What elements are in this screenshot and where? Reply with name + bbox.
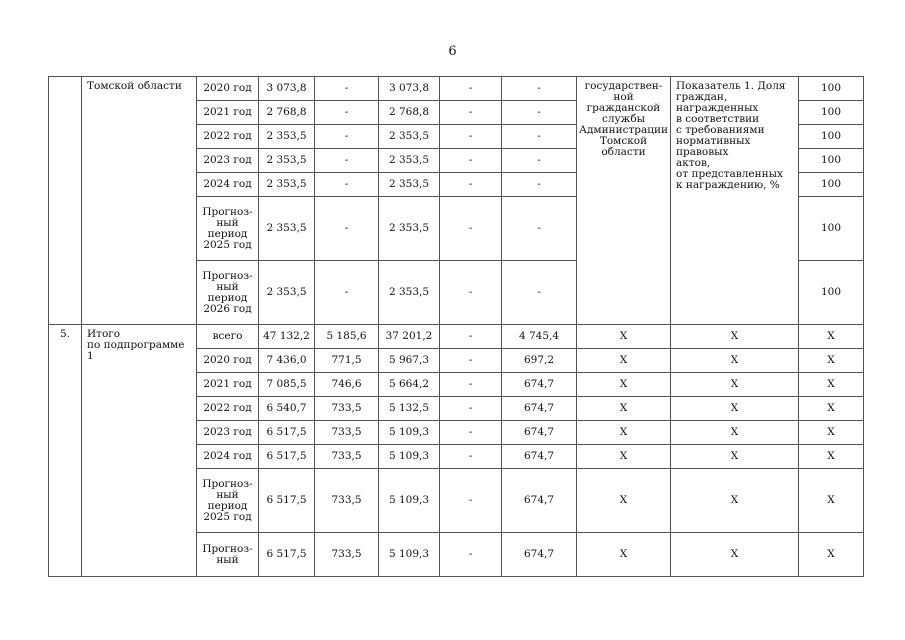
regional-cell: 2 353,5 (379, 149, 440, 173)
federal-cell: - (315, 101, 379, 125)
indicator-line: с требованиями (676, 124, 765, 136)
executor-line: службы (601, 113, 646, 125)
total-cell: 2 353,5 (259, 173, 315, 197)
federal-cell: 733,5 (315, 397, 379, 421)
extrabudget-cell: - (502, 101, 577, 125)
extrabudget-cell: 674,7 (502, 373, 577, 397)
regional-cell: 37 201,2 (379, 325, 440, 349)
regional-cell: 5 132,5 (379, 397, 440, 421)
federal-cell: 733,5 (315, 533, 379, 577)
local-cell: - (440, 173, 502, 197)
row-number-cell (49, 325, 82, 577)
measure-name-cell (82, 77, 197, 325)
total-cell: 6 517,5 (259, 469, 315, 533)
federal-cell: - (315, 125, 379, 149)
local-cell: - (440, 445, 502, 469)
year-line: 2025 год (203, 510, 252, 523)
indicator-value-cell: X (799, 533, 864, 577)
regional-cell: 5 967,3 (379, 349, 440, 373)
executor-line: Томской (599, 135, 648, 147)
indicator-value-cell: X (799, 445, 864, 469)
federal-cell: 5 185,6 (315, 325, 379, 349)
executor-cell: X (577, 397, 671, 421)
regional-cell: 5 109,3 (379, 421, 440, 445)
indicator-line: Показатель 1. Доля (676, 80, 786, 92)
extrabudget-cell: - (502, 261, 577, 325)
regional-cell: 5 109,3 (379, 445, 440, 469)
year-cell: 2020 год (197, 349, 259, 373)
page-number: 6 (448, 44, 457, 59)
regional-cell: 5 664,2 (379, 373, 440, 397)
indicator-cell: X (671, 325, 799, 349)
year-line: ный (216, 216, 239, 229)
local-cell: - (440, 373, 502, 397)
total-cell: 2 353,5 (259, 197, 315, 261)
federal-cell: - (315, 173, 379, 197)
extrabudget-cell: 674,7 (502, 445, 577, 469)
local-cell: - (440, 325, 502, 349)
year-line: 2026 год (203, 302, 252, 315)
regional-cell: 2 353,5 (379, 173, 440, 197)
extrabudget-cell: 674,7 (502, 533, 577, 577)
extrabudget-cell: - (502, 173, 577, 197)
year-cell: 2024 год (197, 173, 259, 197)
indicator-line: к награждению, % (676, 179, 780, 191)
indicator-value-cell: X (799, 397, 864, 421)
executor-cell: X (577, 349, 671, 373)
executor-line: области (601, 146, 646, 158)
local-cell: - (440, 397, 502, 421)
indicator-value-cell: 100 (799, 149, 864, 173)
total-cell: 2 353,5 (259, 125, 315, 149)
year-cell (197, 261, 259, 325)
total-cell: 47 132,2 (259, 325, 315, 349)
executor-cell: X (577, 325, 671, 349)
year-cell: 2022 год (197, 397, 259, 421)
year-line: 2025 год (203, 238, 252, 251)
local-cell: - (440, 349, 502, 373)
indicator-cell: X (671, 533, 799, 577)
regional-cell: 2 353,5 (379, 125, 440, 149)
federal-cell: 746,6 (315, 373, 379, 397)
total-cell: 7 436,0 (259, 349, 315, 373)
subprogram-total-cell (82, 325, 197, 577)
local-cell: - (440, 469, 502, 533)
local-cell: - (440, 125, 502, 149)
year-cell (197, 533, 259, 577)
indicator-value-cell: X (799, 373, 864, 397)
year-line: ный (216, 488, 239, 501)
subprogram-total-line: по подпрограмме 1 (87, 339, 185, 362)
year-cell: 2020 год (197, 77, 259, 101)
year-cell (197, 469, 259, 533)
executor-cell: X (577, 421, 671, 445)
year-cell: 2021 год (197, 373, 259, 397)
year-line: Прогноз- (202, 542, 253, 555)
regional-cell: 2 353,5 (379, 261, 440, 325)
regional-cell: 5 109,3 (379, 469, 440, 533)
year-cell: всего (197, 325, 259, 349)
executor-cell: X (577, 533, 671, 577)
total-cell: 2 768,8 (259, 101, 315, 125)
extrabudget-cell: - (502, 149, 577, 173)
executor-line: гражданской (586, 102, 661, 114)
indicator-value-cell: X (799, 421, 864, 445)
regional-cell: 2 768,8 (379, 101, 440, 125)
budget-table (48, 76, 864, 577)
executor-cell: X (577, 445, 671, 469)
total-cell: 2 353,5 (259, 149, 315, 173)
federal-cell: - (315, 77, 379, 101)
extrabudget-cell: 674,7 (502, 469, 577, 533)
indicator-value-cell: X (799, 469, 864, 533)
indicator-line: актов, (676, 157, 711, 169)
year-cell: 2023 год (197, 421, 259, 445)
year-line: Прогноз- (202, 205, 253, 218)
executor-cell: X (577, 373, 671, 397)
executor-line: ной (613, 91, 634, 103)
year-line: Прогноз- (202, 269, 253, 282)
year-line: ный (216, 553, 239, 566)
executor-cell: X (577, 469, 671, 533)
extrabudget-cell: 4 745,4 (502, 325, 577, 349)
local-cell: - (440, 149, 502, 173)
indicator-line: от представленных (676, 168, 783, 180)
regional-cell: 3 073,8 (379, 77, 440, 101)
extrabudget-cell: 674,7 (502, 397, 577, 421)
local-cell: - (440, 197, 502, 261)
federal-cell: - (315, 197, 379, 261)
indicator-value-cell: 100 (799, 261, 864, 325)
extrabudget-cell: - (502, 125, 577, 149)
year-cell: 2021 год (197, 101, 259, 125)
total-cell: 6 517,5 (259, 533, 315, 577)
local-cell: - (440, 77, 502, 101)
federal-cell: 733,5 (315, 421, 379, 445)
indicator-value-cell: X (799, 349, 864, 373)
indicator-cell: X (671, 469, 799, 533)
extrabudget-cell: - (502, 77, 577, 101)
indicator-value-cell: X (799, 325, 864, 349)
row-number-cell (49, 77, 82, 325)
indicator-cell (671, 77, 799, 325)
indicator-value-cell: 100 (799, 101, 864, 125)
year-line: период (207, 499, 248, 512)
local-cell: - (440, 261, 502, 325)
year-line: период (207, 227, 248, 240)
indicator-cell: X (671, 397, 799, 421)
indicator-value-cell: 100 (799, 173, 864, 197)
extrabudget-cell: - (502, 197, 577, 261)
total-cell: 6 517,5 (259, 421, 315, 445)
regional-cell: 2 353,5 (379, 197, 440, 261)
indicator-line: в соответствии (676, 113, 760, 125)
indicator-value-cell: 100 (799, 197, 864, 261)
executor-cell (577, 77, 671, 325)
federal-cell: 733,5 (315, 469, 379, 533)
total-cell: 7 085,5 (259, 373, 315, 397)
total-cell: 6 517,5 (259, 445, 315, 469)
indicator-cell: X (671, 445, 799, 469)
federal-cell: 771,5 (315, 349, 379, 373)
year-cell: 2023 год (197, 149, 259, 173)
year-cell: 2024 год (197, 445, 259, 469)
row-number: 5. (59, 328, 71, 340)
indicator-value-cell: 100 (799, 77, 864, 101)
year-cell: 2022 год (197, 125, 259, 149)
total-cell: 6 540,7 (259, 397, 315, 421)
local-cell: - (440, 533, 502, 577)
indicator-line: награжденных (676, 102, 759, 114)
indicator-value-cell: 100 (799, 125, 864, 149)
year-cell (197, 197, 259, 261)
federal-cell: 733,5 (315, 445, 379, 469)
indicator-cell: X (671, 349, 799, 373)
year-line: период (207, 291, 248, 304)
local-cell: - (440, 101, 502, 125)
measure-name: Томской области (87, 80, 182, 92)
indicator-cell: X (671, 373, 799, 397)
executor-line: Администрации (579, 124, 668, 136)
extrabudget-cell: 674,7 (502, 421, 577, 445)
indicator-cell: X (671, 421, 799, 445)
regional-cell: 5 109,3 (379, 533, 440, 577)
total-cell: 3 073,8 (259, 77, 315, 101)
federal-cell: - (315, 149, 379, 173)
subprogram-total-line: Итого (87, 328, 121, 340)
extrabudget-cell: 697,2 (502, 349, 577, 373)
local-cell: - (440, 421, 502, 445)
total-cell: 2 353,5 (259, 261, 315, 325)
indicator-line: нормативных правовых (676, 135, 751, 158)
indicator-line: граждан, (676, 91, 728, 103)
year-line: ный (216, 280, 239, 293)
executor-line: государствен- (584, 80, 663, 92)
federal-cell: - (315, 261, 379, 325)
year-line: Прогноз- (202, 477, 253, 490)
